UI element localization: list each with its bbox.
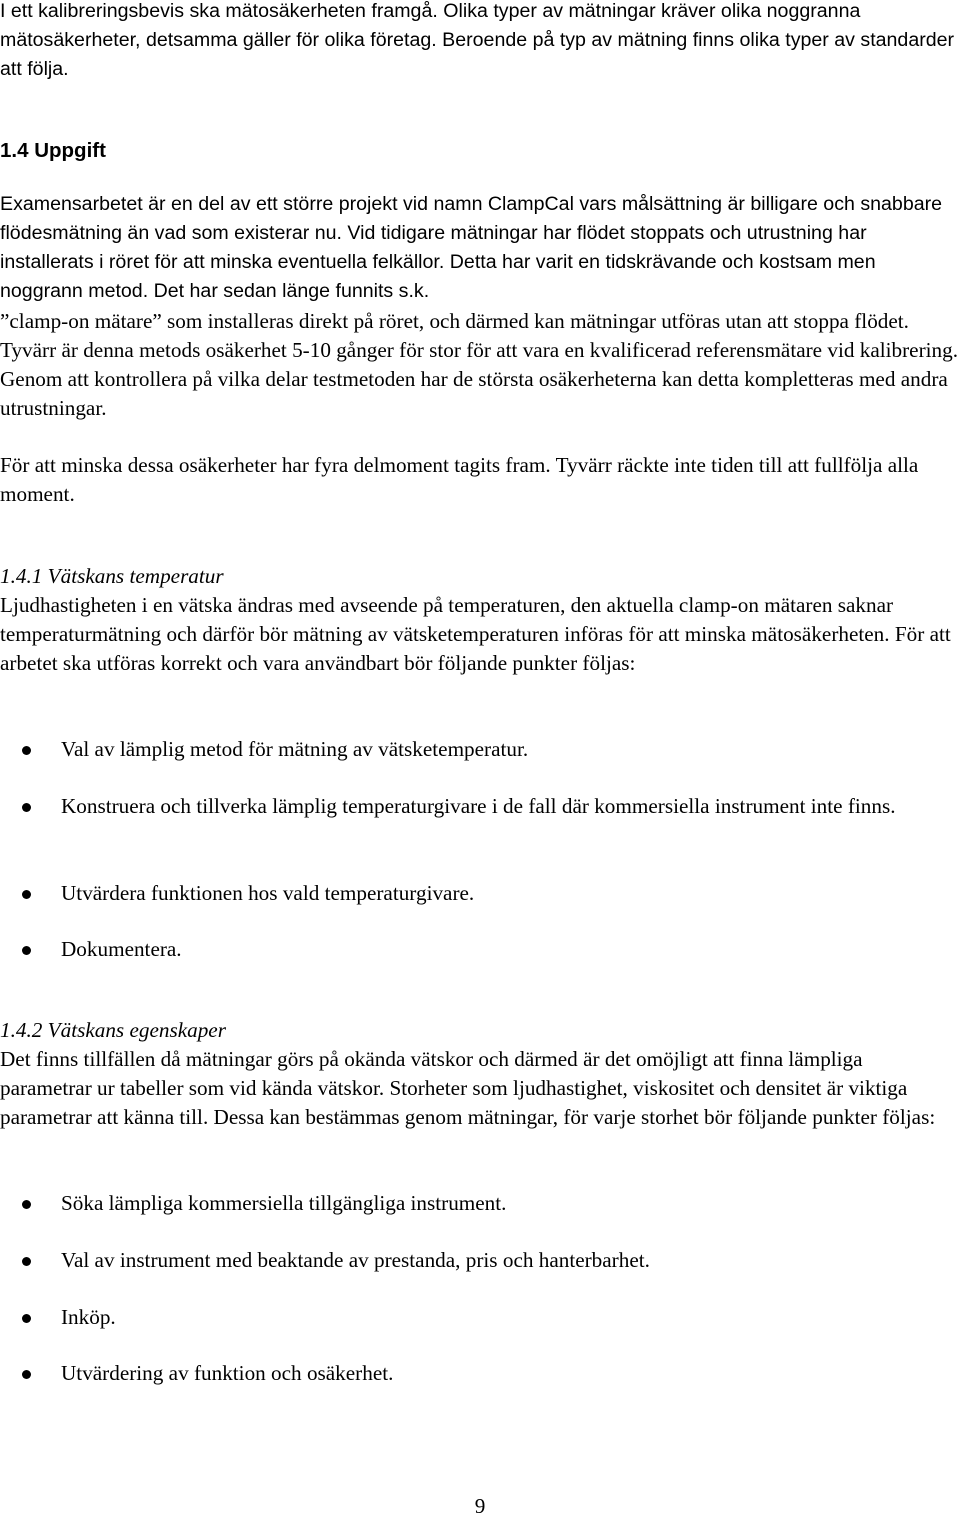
bullet-icon <box>22 890 31 899</box>
list-item-text: Konstruera och tillverka lämplig temperaturgivare i de fall där kommersiella instrument inte finns. <box>61 794 896 818</box>
section-1-4-1-paragraph: Ljudhastigheten i en vätska ändras med avseende på temperaturen, den aktuella clamp-on mätaren saknar temperaturmätning och därför bör mätning av vätsketemperaturen införas för att minska mätosäkerheten. För att arbetet ska utföras korrekt och vara användbart bör följande punkter följas: <box>0 593 951 675</box>
bullet-icon <box>22 746 31 755</box>
section-heading-1-4-2: 1.4.2 Vätskans egenskaper <box>0 1018 226 1042</box>
list-item-text: Val av lämplig metod för mätning av vätsketemperatur. <box>61 737 529 761</box>
page-number: 9 <box>474 1494 486 1518</box>
section-1-4-paragraph-2: För att minska dessa osäkerheter har fyra delmoment tagits fram. Tyvärr räckte inte tiden till att fullfölja alla moment. <box>0 453 919 506</box>
list-item-text: Inköp. <box>61 1305 116 1329</box>
section-1-4-paragraph-serif: ”clamp-on mätare” som installeras direkt på röret, och därmed kan mätningar utföras utan att stoppa flödet. Tyvärr är denna metods osäkerhet 5-10 gånger för stor för att vara en kvalificerad referensmätare vid kalibrering. Genom att kontrollera på vilka delar testmetoden har de största osäkerheterna kan detta kompletteras med andra utrustningar. <box>0 309 958 420</box>
bullet-icon <box>22 803 31 812</box>
list-item-text: Utvärdera funktionen hos vald temperaturgivare. <box>61 881 475 905</box>
section-heading-1-4: 1.4 Uppgift <box>0 139 106 162</box>
section-1-4-2-paragraph: Det finns tillfällen då mätningar görs på okända vätskor och därmed är det omöjligt att finna lämpliga parametrar ur tabeller som vid kända vätskor. Storheter som ljudhastighet, viskositet och densitet är viktiga parametrar att känna till. Dessa kan bestämmas genom mätningar, för varje storhet bör följande punkter följas: <box>0 1047 936 1129</box>
section-heading-1-4-1: 1.4.1 Vätskans temperatur <box>0 564 224 588</box>
list-item-text: Val av instrument med beaktande av prestanda, pris och hanterbarhet. <box>61 1248 650 1272</box>
list-item-text: Söka lämpliga kommersiella tillgängliga instrument. <box>61 1191 507 1215</box>
list-item-text: Dokumentera. <box>61 937 182 961</box>
bullet-icon <box>22 1314 31 1323</box>
section-1-4-paragraph-sans: Examensarbetet är en del av ett större projekt vid namn ClampCal vars målsättning är billigare och snabbare flödesmätning än vad som existerar nu. Vid tidigare mätningar har flödet stoppats och utrustning har installerats i röret för att minska eventuella felkällor. Detta har varit en tidskrävande och kostsam men noggrann metod. Det har sedan länge funnits s.k. <box>0 193 943 302</box>
bullet-icon <box>22 1257 31 1266</box>
bullet-icon <box>22 1200 31 1209</box>
bullet-icon <box>22 1370 31 1379</box>
list-item-text: Utvärdering av funktion och osäkerhet. <box>61 1361 394 1385</box>
bullet-icon <box>22 946 31 955</box>
intro-paragraph: I ett kalibreringsbevis ska mätosäkerheten framgå. Olika typer av mätningar kräver olika noggranna mätosäkerheter, detsamma gäller för olika företag. Beroende på typ av mätning finns olika typer av standarder att följa. <box>0 0 955 80</box>
